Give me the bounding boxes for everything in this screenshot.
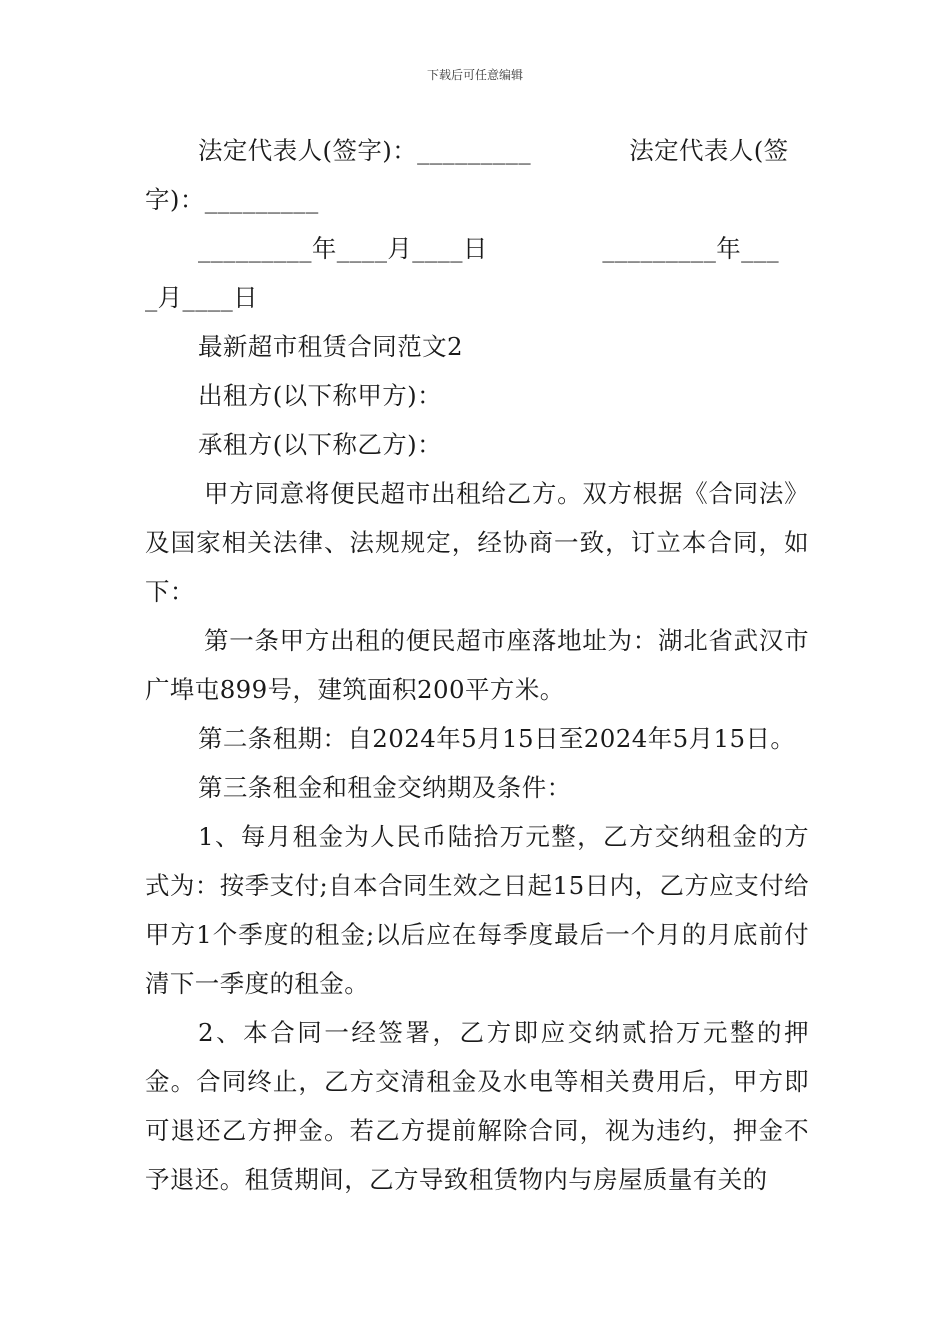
document-body [145,126,809,1204]
lessee-line: 承租方(以下称乙方)： [198,430,443,459]
signature-line-cont: 字)：_________ [145,185,319,214]
article-1: 第一条甲方出租的便民超市座落地址为：湖北省武汉市广埠屯899号，建筑面积200平方米。 [145,626,809,704]
article-3: 第三条租金和租金交纳期及条件： [198,773,572,802]
signature-line: 法定代表人(签字)：_________ 法定代表人(签 [198,136,789,165]
clause-2: 2、本合同一经签署，乙方即应交纳贰拾万元整的押金。合同终止，乙方交清租金及水电等相关费用后，甲方即可退还乙方押金。若乙方提前解除合同，视为违约，押金不予退还。租赁期间，乙方导致租赁物内与房屋质量有关的 [145,1018,809,1194]
date-line: _________年____月____日 _________年___ [198,234,780,263]
intro-paragraph: 甲方同意将便民超市出租给乙方。双方根据《合同法》及国家相关法律、法规规定，经协商一致，订立本合同，如下： [145,479,809,606]
header-note: 下载后可任意编辑 [426,68,523,82]
clause-1: 1、每月租金为人民币陆拾万元整，乙方交纳租金的方式为：按季支付;自本合同生效之日起15日内，乙方应支付给甲方1个季度的租金;以后应在每季度最后一个月的月底前付清下一季度的租金。 [145,822,809,998]
article-2: 第二条租期：自2024年5月15日至2024年5月15日。 [198,724,796,753]
document-title: 最新超市租赁合同范文2 [198,332,463,361]
date-line-cont: _月____日 [145,283,259,312]
lessor-line: 出租方(以下称甲方)： [198,381,443,410]
